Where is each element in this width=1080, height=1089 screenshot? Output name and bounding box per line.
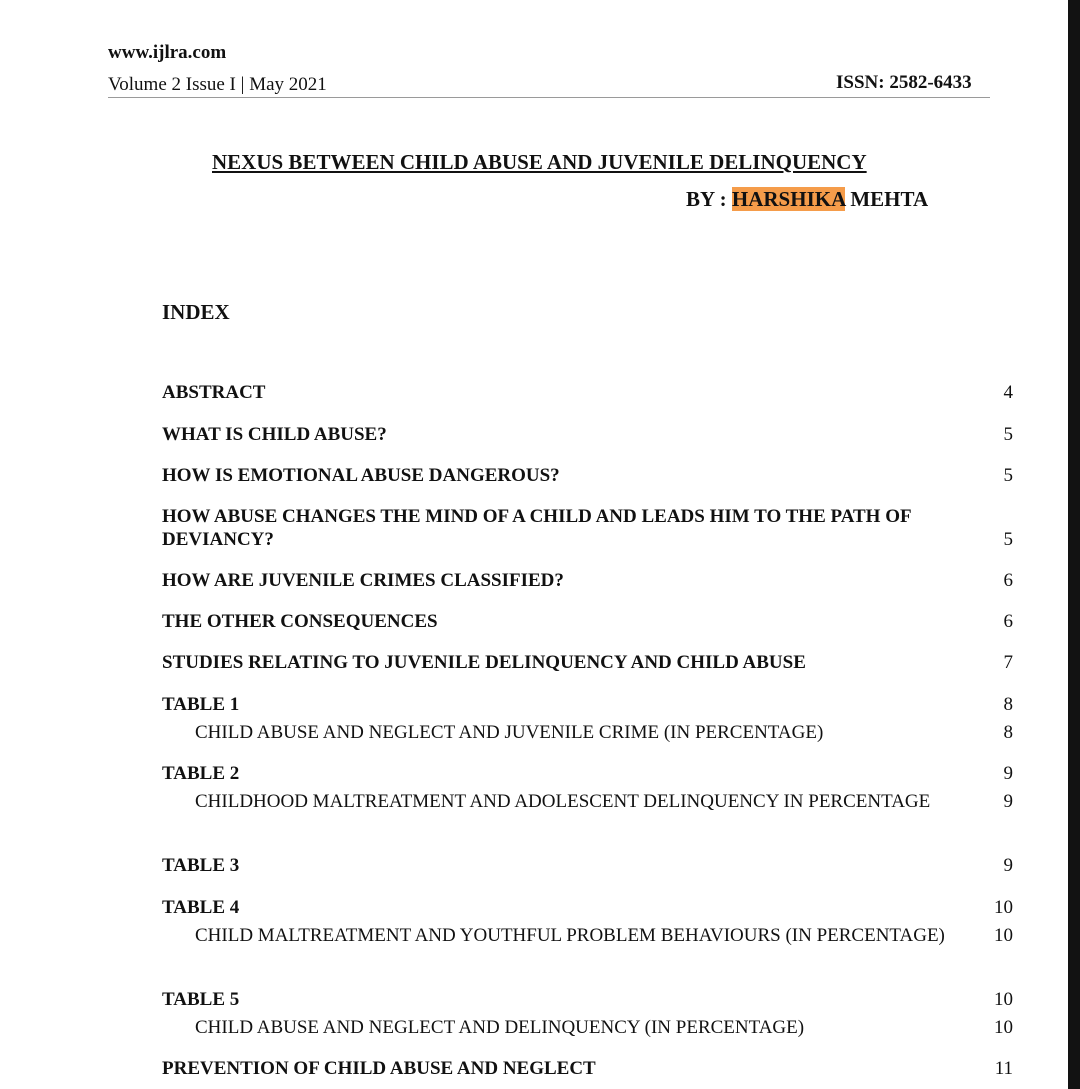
toc-label: CHILD ABUSE AND NEGLECT AND JUVENILE CRIME (IN PERCENTAGE) bbox=[195, 722, 824, 743]
toc-label: TABLE 5 bbox=[162, 989, 240, 1010]
toc-subentry bbox=[162, 721, 1013, 744]
toc-page: 6 bbox=[1003, 611, 1013, 632]
byline-prefix: BY : bbox=[686, 187, 727, 211]
toc-entry bbox=[162, 988, 1013, 1011]
toc-entry bbox=[162, 896, 1013, 919]
toc-label: ABSTRACT bbox=[162, 382, 266, 403]
author-first-highlighted: HARSHIKA bbox=[731, 187, 846, 211]
toc-entry bbox=[162, 569, 1013, 592]
toc-page: 11 bbox=[994, 1058, 1013, 1079]
toc-label: HOW IS EMOTIONAL ABUSE DANGEROUS? bbox=[162, 465, 560, 486]
toc-page: 8 bbox=[1003, 694, 1013, 715]
toc-subentry bbox=[162, 790, 1013, 813]
toc-page: 9 bbox=[1003, 791, 1013, 812]
toc-page: 10 bbox=[994, 989, 1013, 1010]
toc-page: 9 bbox=[1003, 855, 1013, 876]
toc-page: 6 bbox=[1003, 570, 1013, 591]
toc-subentry bbox=[162, 1016, 1013, 1039]
toc-entry bbox=[162, 381, 1013, 404]
toc-page: 4 bbox=[1003, 382, 1013, 403]
toc-entry bbox=[162, 854, 1013, 877]
toc-entry bbox=[162, 505, 1013, 551]
toc-page: 10 bbox=[994, 897, 1013, 918]
page-edge-shadow bbox=[1068, 0, 1080, 1089]
toc-label: CHILD MALTREATMENT AND YOUTHFUL PROBLEM BEHAVIOURS (IN PERCENTAGE) bbox=[195, 925, 945, 946]
toc-entry bbox=[162, 423, 1013, 446]
journal-site: www.ijlra.com bbox=[108, 42, 227, 63]
toc-entry bbox=[162, 651, 1013, 674]
journal-issn: ISSN: 2582-6433 bbox=[836, 72, 972, 93]
toc-page: 5 bbox=[1003, 465, 1013, 486]
toc-entry bbox=[162, 693, 1013, 716]
toc-subentry bbox=[162, 924, 1013, 947]
toc-label: TABLE 4 bbox=[162, 897, 240, 918]
byline bbox=[686, 187, 928, 212]
toc-label: HOW ABUSE CHANGES THE MIND OF A CHILD AND LEADS HIM TO THE PATH OF DEVIANCY? bbox=[162, 506, 911, 550]
toc-label: TABLE 2 bbox=[162, 763, 240, 784]
toc-label: THE OTHER CONSEQUENCES bbox=[162, 611, 438, 632]
toc-entry bbox=[162, 610, 1013, 633]
toc-page: 8 bbox=[1003, 722, 1013, 743]
toc-label: TABLE 1 bbox=[162, 694, 240, 715]
toc-page: 9 bbox=[1003, 763, 1013, 784]
toc-entry bbox=[162, 762, 1013, 785]
paper-title: NEXUS BETWEEN CHILD ABUSE AND JUVENILE DELINQUENCY bbox=[212, 150, 867, 174]
journal-volume: Volume 2 Issue I | May 2021 bbox=[108, 74, 327, 95]
toc-entry bbox=[162, 1057, 1013, 1080]
toc-label: STUDIES RELATING TO JUVENILE DELINQUENCY AND CHILD ABUSE bbox=[162, 652, 806, 673]
toc-page: 10 bbox=[994, 1017, 1013, 1038]
header-rule bbox=[108, 97, 990, 98]
toc-entry bbox=[162, 464, 1013, 487]
toc-label: TABLE 3 bbox=[162, 855, 240, 876]
toc-page: 5 bbox=[1003, 529, 1013, 550]
toc-page: 10 bbox=[994, 925, 1013, 946]
toc-label: CHILD ABUSE AND NEGLECT AND DELINQUENCY (IN PERCENTAGE) bbox=[195, 1017, 805, 1038]
toc-page: 7 bbox=[1003, 652, 1013, 673]
toc-page: 5 bbox=[1003, 424, 1013, 445]
author-last: MEHTA bbox=[850, 187, 929, 211]
index-heading: INDEX bbox=[162, 300, 230, 324]
toc-label: PREVENTION OF CHILD ABUSE AND NEGLECT bbox=[162, 1058, 596, 1079]
toc-label: WHAT IS CHILD ABUSE? bbox=[162, 424, 387, 445]
toc-label: HOW ARE JUVENILE CRIMES CLASSIFIED? bbox=[162, 570, 564, 591]
toc-label: CHILDHOOD MALTREATMENT AND ADOLESCENT DELINQUENCY IN PERCENTAGE bbox=[195, 791, 931, 812]
